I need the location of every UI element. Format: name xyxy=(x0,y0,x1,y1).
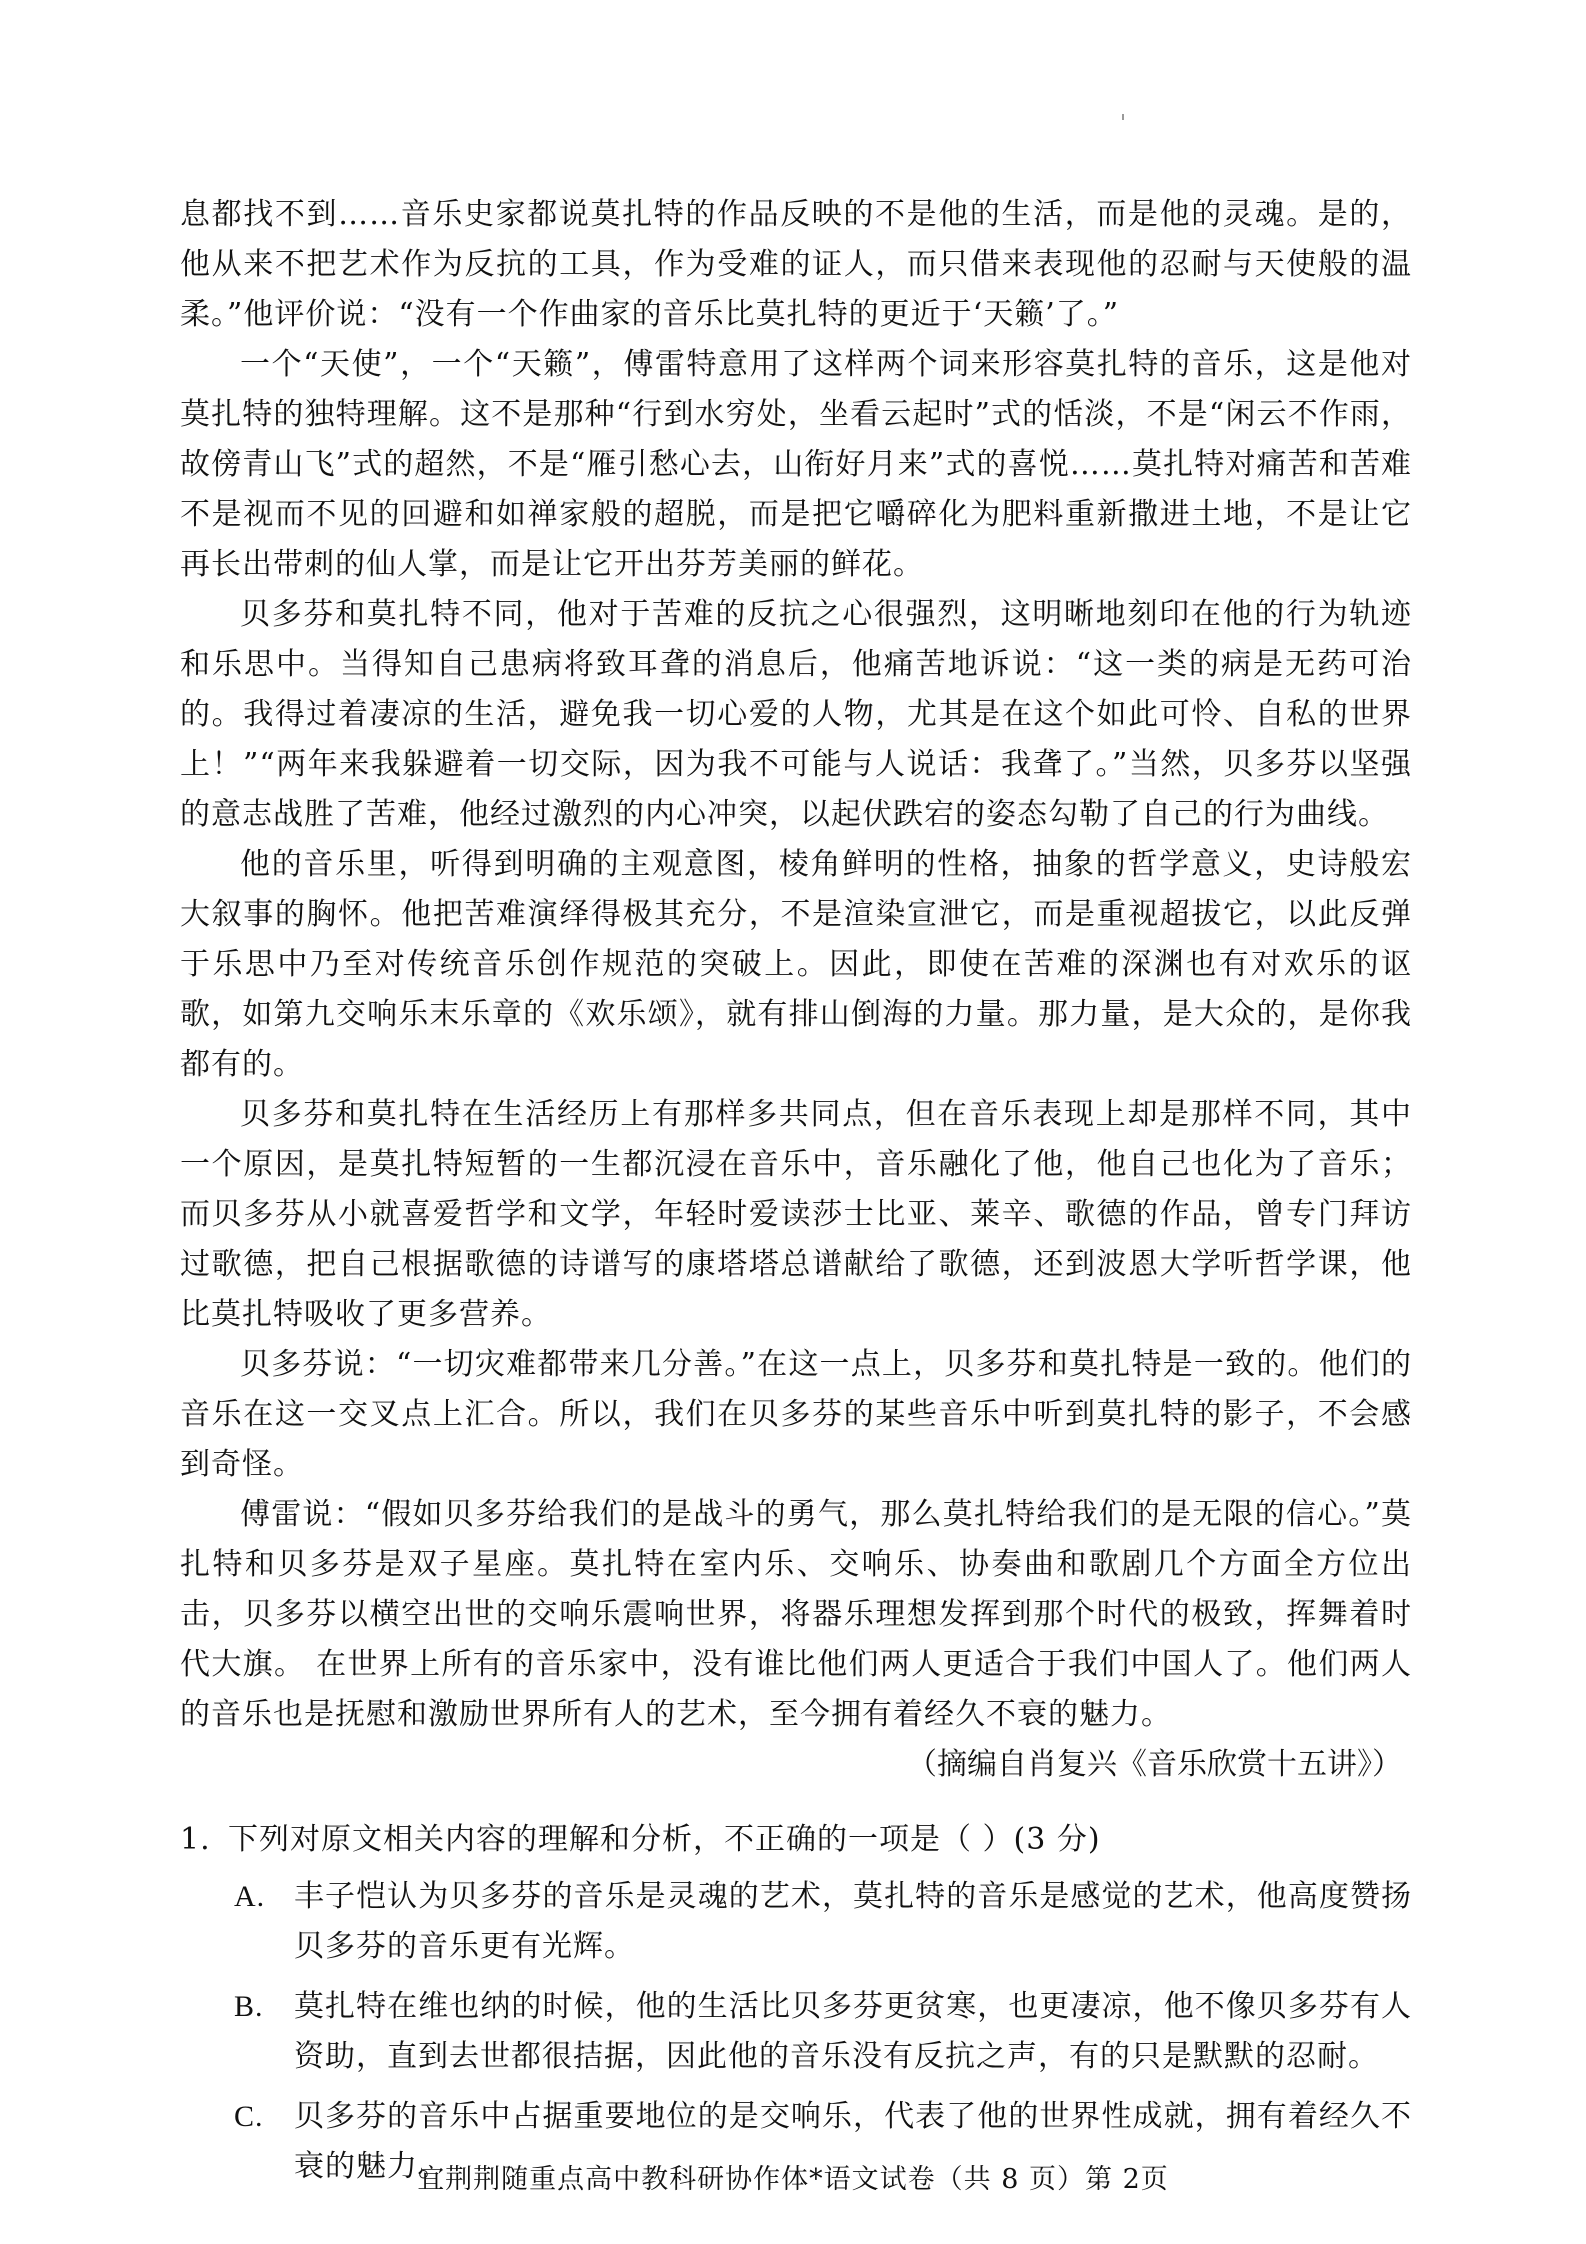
option-text: 丰子恺认为贝多芬的音乐是灵魂的艺术，莫扎特的音乐是感觉的艺术，他高度赞扬贝多芬的音乐更有光辉。 xyxy=(294,1879,1412,1964)
answer-options xyxy=(180,1872,1412,2192)
question-number: 1. xyxy=(180,1822,211,1857)
option-text: 贝多芬的音乐中占据重要地位的是交响乐，代表了他的世界性成就，拥有着经久不衰的魅力。 xyxy=(294,2099,1412,2184)
passage-paragraph-2: 一个“天使”，一个“天籁”，傅雷特意用了这样两个词来形容莫扎特的音乐，这是他对莫扎特的独特理解。这不是那种“行到水穷处，坐看云起时”式的恬淡，不是“闲云不作雨，故傍青山飞”式的超然，不是“雁引愁心去，山衔好月来”式的喜悦……莫扎特对痛苦和苦难不是视而不见的回避和如禅家般的超脱，而是把它嚼碎化为肥料重新撒进土地，不是让它再长出带刺的仙人掌，而是让它开出芬芳美丽的鲜花。 xyxy=(180,347,1412,582)
option-letter: B. xyxy=(234,1990,264,2023)
passage-paragraph-7: 傅雷说：“假如贝多芬给我们的是战斗的勇气，那么莫扎特给我们的是无限的信心。”莫扎特和贝多芬是双子星座。莫扎特在室内乐、交响乐、协奏曲和歌剧几个方面全方位出击，贝多芬以横空出世的交响乐震响世界，将器乐理想发挥到那个时代的极致，挥舞着时代大旗。 在世界上所有的音乐家中，没有谁比他们两人更适合于我们中国人了。他们两人的音乐也是抚慰和激励世界所有人的艺术，至今拥有着经久不衰的魅力。 xyxy=(180,1497,1412,1732)
question-stem xyxy=(180,1814,1412,1866)
passage-paragraph-6: 贝多芬说：“一切灾难都带来几分善。”在这一点上，贝多芬和莫扎特是一致的。他们的音乐在这一交叉点上汇合。所以，我们在贝多芬的某些音乐中听到莫扎特的影子，不会感到奇怪。 xyxy=(180,1347,1412,1482)
option-letter: A. xyxy=(234,1880,266,1913)
question-text: 下列对原文相关内容的理解和分析，不正确的一项是（ ）(3 分) xyxy=(228,1822,1101,1857)
scan-artifact-mark xyxy=(1122,114,1124,120)
exam-page-content xyxy=(180,190,1412,2202)
option-a[interactable] xyxy=(234,1872,1412,1972)
passage-paragraph-5: 贝多芬和莫扎特在生活经历上有那样多共同点，但在音乐表现上却是那样不同，其中一个原因，是莫扎特短暂的一生都沉浸在音乐中，音乐融化了他，他自己也化为了音乐；而贝多芬从小就喜爱哲学和文学，年轻时爱读莎士比亚、莱辛、歌德的作品，曾专门拜访过歌德，把自己根据歌德的诗谱写的康塔塔总谱献给了歌德，还到波恩大学听哲学课，他比莫扎特吸收了更多营养。 xyxy=(180,1097,1412,1332)
option-text: 莫扎特在维也纳的时候，他的生活比贝多芬更贫寒，也更凄凉，他不像贝多芬有人资助，直到去世都很拮据，因此他的音乐没有反抗之声，有的只是默默的忍耐。 xyxy=(294,1989,1412,2074)
page-footer: 宜荆荆随重点高中教科研协作体*语文试卷（共 8 页）第 2页 xyxy=(417,2164,1169,2195)
passage-paragraph-1: 息都找不到……音乐史家都说莫扎特的作品反映的不是他的生活，而是他的灵魂。是的，他从来不把艺术作为反抗的工具，作为受难的证人，而只借来表现他的忍耐与天使般的温柔。”他评价说：“没有一个作曲家的音乐比莫扎特的更近于‘天籁’了。” xyxy=(180,197,1412,332)
option-b[interactable] xyxy=(234,1982,1412,2082)
option-letter: C. xyxy=(234,2100,264,2133)
question-1 xyxy=(180,1814,1412,2192)
reading-passage xyxy=(180,190,1412,1790)
passage-paragraph-3: 贝多芬和莫扎特不同，他对于苦难的反抗之心很强烈，这明晰地刻印在他的行为轨迹和乐思中。当得知自己患病将致耳聋的消息后，他痛苦地诉说：“这一类的病是无药可治的。我得过着凄凉的生活，避免我一切心爱的人物，尤其是在这个如此可怜、自私的世界上！”“两年来我躲避着一切交际，因为我不可能与人说话：我聋了。”当然，贝多芬以坚强的意志战胜了苦难，他经过激烈的内心冲突，以起伏跌宕的姿态勾勒了自己的行为曲线。 xyxy=(180,597,1412,832)
passage-paragraph-4: 他的音乐里，听得到明确的主观意图，棱角鲜明的性格，抽象的哲学意义，史诗般宏大叙事的胸怀。他把苦难演绎得极其充分，不是渲染宣泄它，而是重视超拔它，以此反弹于乐思中乃至对传统音乐创作规范的突破上。因此，即使在苦难的深渊也有对欢乐的讴歌，如第九交响乐末乐章的《欢乐颂》，就有排山倒海的力量。那力量，是大众的，是你我都有的。 xyxy=(180,847,1412,1082)
passage-source-citation: （摘编自肖复兴《音乐欣赏十五讲》） xyxy=(907,1747,1402,1782)
